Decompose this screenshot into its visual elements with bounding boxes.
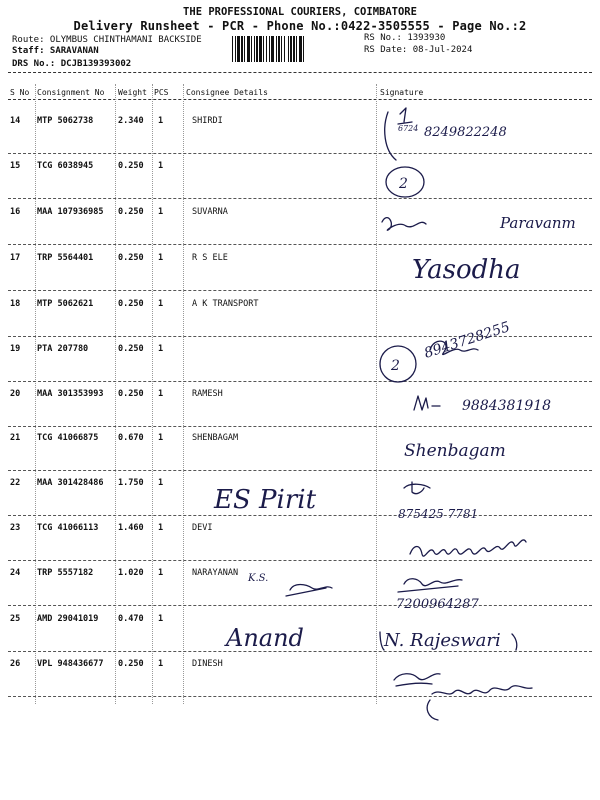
row-consignee: A K TRANSPORT [192, 299, 259, 309]
row-consignee: NARAYANAN [192, 568, 239, 578]
signature-squiggle [410, 540, 526, 556]
row-consignment: MTP 5062738 [37, 116, 94, 126]
signature-squiggle [286, 585, 332, 597]
row-weight: 0.470 [118, 614, 144, 624]
col-weight: Weight [118, 88, 147, 97]
bracket-scribble [385, 112, 396, 160]
row-consignment: TRP 5557182 [37, 568, 94, 578]
row-consignee: RAMESH [192, 389, 223, 399]
row-weight: 0.250 [118, 344, 144, 354]
row-pcs: 1 [158, 614, 164, 624]
row-consignment: MAA 301353993 [37, 389, 104, 399]
signature-squiggle [382, 218, 426, 231]
row20-phone: 9884381918 [462, 398, 552, 414]
row-consignee: DEVI [192, 523, 213, 533]
row-weight: 1.460 [118, 523, 144, 533]
row-pcs: 1 [158, 389, 164, 399]
row-consignment: PTA 207780 [37, 344, 89, 354]
row22-name: ES Pirit [214, 485, 317, 515]
row-weight: 0.670 [118, 433, 144, 443]
row25-name: Anand [226, 624, 304, 652]
row16-name: Paravanm [500, 214, 576, 232]
row-pcs: 1 [158, 116, 164, 126]
row-sno: 25 [10, 614, 21, 624]
row-sno: 23 [10, 523, 21, 533]
row24-phone: 7200964287 [396, 597, 479, 612]
row-consignment: AMD 29041019 [37, 614, 99, 624]
row-consignee: DINESH [192, 659, 223, 669]
row-pcs: 1 [158, 253, 164, 263]
signature-squiggle [404, 482, 430, 494]
row-pcs: 1 [158, 433, 164, 443]
col-consignee: Consignee Details [186, 88, 268, 97]
row-pcs: 1 [158, 299, 164, 309]
row-weight: 0.250 [118, 161, 144, 171]
runsheet-subtitle: Delivery Runsheet - PCR - Phone No.:0422-3505555 - Page No.:2 [73, 19, 527, 33]
row-sno: 18 [10, 299, 21, 309]
row-pcs: 1 [158, 207, 164, 217]
row-weight: 0.250 [118, 207, 144, 217]
signature-squiggle [414, 396, 440, 410]
row-sno: 21 [10, 433, 21, 443]
col-sno: S No [10, 88, 30, 97]
company-title: THE PROFESSIONAL COURIERS, COIMBATORE [183, 6, 417, 18]
row-consignment: TCG 6038945 [37, 161, 94, 171]
signature-squiggle [427, 686, 532, 720]
row-consignment: MAA 301428486 [37, 478, 104, 488]
col-signature: Signature [380, 88, 424, 97]
row-sno: 24 [10, 568, 21, 578]
row-weight: 0.250 [118, 659, 144, 669]
row-sno: 22 [10, 478, 21, 488]
row-consignment: VPL 948436677 [37, 659, 104, 669]
row-sno: 19 [10, 344, 21, 354]
staff-label: Staff: SARAVANAN [12, 46, 99, 56]
drs-number: DRS No.: DCJB139393002 [12, 59, 132, 69]
row-sno: 26 [10, 659, 21, 669]
signature-squiggle [398, 108, 412, 124]
rs-number: RS No.: 1393930 [364, 33, 446, 43]
row14-phone: 8249822248 [424, 125, 507, 140]
row-pcs: 1 [158, 523, 164, 533]
row-weight: 1.020 [118, 568, 144, 578]
signature-squiggle [398, 579, 462, 592]
row25-signature: N. Rajeswari [384, 630, 501, 651]
row-sno: 20 [10, 389, 21, 399]
row-weight: 0.250 [118, 389, 144, 399]
row-weight: 0.250 [118, 299, 144, 309]
row-weight: 0.250 [118, 253, 144, 263]
col-pcs: PCS [154, 88, 169, 97]
row-pcs: 1 [158, 659, 164, 669]
rs-date: RS Date: 08-Jul-2024 [364, 45, 473, 55]
row-pcs: 1 [158, 568, 164, 578]
row-sno: 16 [10, 207, 21, 217]
svg-text:2: 2 [391, 358, 400, 374]
svg-text:2: 2 [399, 176, 408, 192]
row-consignment: TCG 41066113 [37, 523, 99, 533]
row-pcs: 1 [158, 478, 164, 488]
row-weight: 1.750 [118, 478, 144, 488]
row-consignment: TCG 41066875 [37, 433, 99, 443]
row-sno: 17 [10, 253, 21, 263]
row17-name: Yasodha [412, 255, 521, 285]
row-consignee: R S ELE [192, 253, 228, 263]
row24-initials: K.S. [248, 573, 269, 584]
row-consignment: MAA 107936985 [37, 207, 104, 217]
col-consignment: Consignment No [37, 88, 105, 97]
row-pcs: 1 [158, 161, 164, 171]
signature-squiggle [394, 674, 440, 686]
row-weight: 2.340 [118, 116, 144, 126]
row-consignment: TRP 5564401 [37, 253, 94, 263]
row-consignment: MTP 5062621 [37, 299, 94, 309]
row21-name: Shenbagam [404, 441, 506, 461]
row14-small-note: 6724 [398, 124, 419, 133]
row-consignee: SHENBAGAM [192, 433, 239, 443]
route-label: Route: OLYMBUS CHINTHAMANI BACKSIDE [12, 35, 202, 45]
row-sno: 15 [10, 161, 21, 171]
row-consignee: SHIRDI [192, 116, 223, 126]
row-sno: 14 [10, 116, 21, 126]
row-pcs: 1 [158, 344, 164, 354]
row18-phone: 8943728255 [422, 319, 512, 362]
row22-phone: 875425 7781 [398, 507, 479, 521]
row-consignee: SUVARNA [192, 207, 228, 217]
